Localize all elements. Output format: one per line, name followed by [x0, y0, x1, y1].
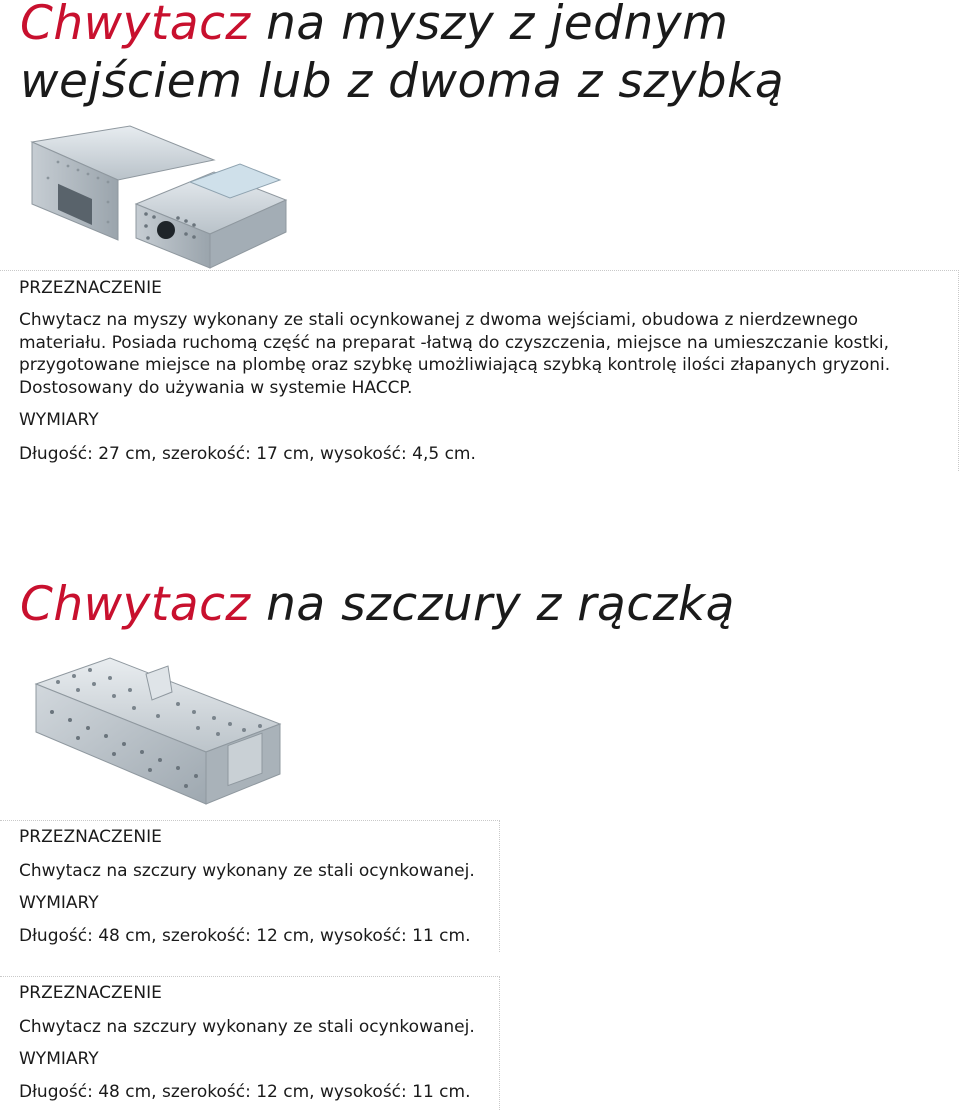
rat-trap-photo [18, 652, 298, 820]
purpose-label: PRZEZNACZENIE [19, 983, 162, 1003]
dimensions-label: WYMIARY [19, 1049, 99, 1069]
product-1-dimensions: Długość: 27 cm, szerokość: 17 cm, wysokość: 4,5 cm. [19, 444, 476, 464]
mouse-trap-photo [18, 122, 298, 270]
product-2-description: Chwytacz na szczury wykonany ze stali ocynkowanej. [19, 861, 475, 881]
purpose-label: PRZEZNACZENIE [19, 827, 162, 847]
product-2-dimensions: Długość: 48 cm, szerokość: 12 cm, wysokość: 11 cm. [19, 926, 471, 946]
product-1-title-accent: Chwytacz [20, 0, 251, 51]
product-1-description: Chwytacz na myszy wykonany ze stali ocynkowanej z dwoma wejściami, obudowa z nierdzewnego materiału. Posiada ruchomą część na preparat -łatwą do czyszczenia, miejsce na umieszczanie kostki, przygotowane miejsce na plombę oraz szybkę umożliwiającą szybką kontrolę ilości złapanych gryzoni. Dostosowany do używania w systemie HACCP. [19, 310, 891, 398]
product-2-description: Chwytacz na szczury wykonany ze stali ocynkowanej. [19, 1017, 475, 1037]
product-2-title-rest: na szczury z rączką [266, 577, 735, 632]
purpose-label: PRZEZNACZENIE [19, 278, 162, 298]
product-2-spec-box [0, 820, 500, 952]
product-1-title-line-2: wejściem lub z dwoma z szybką [20, 54, 785, 109]
product-1-spec-box [0, 270, 959, 471]
product-1-title-rest: na myszy z jednym [266, 0, 729, 51]
product-2-title [20, 576, 735, 634]
product-2-title-accent: Chwytacz [20, 577, 251, 632]
dimensions-label: WYMIARY [19, 410, 99, 430]
dimensions-label: WYMIARY [19, 893, 99, 913]
product-2-dimensions: Długość: 48 cm, szerokość: 12 cm, wysokość: 11 cm. [19, 1082, 471, 1102]
product-1-title [20, 0, 784, 111]
product-2-spec-box-repeat [0, 976, 500, 1110]
